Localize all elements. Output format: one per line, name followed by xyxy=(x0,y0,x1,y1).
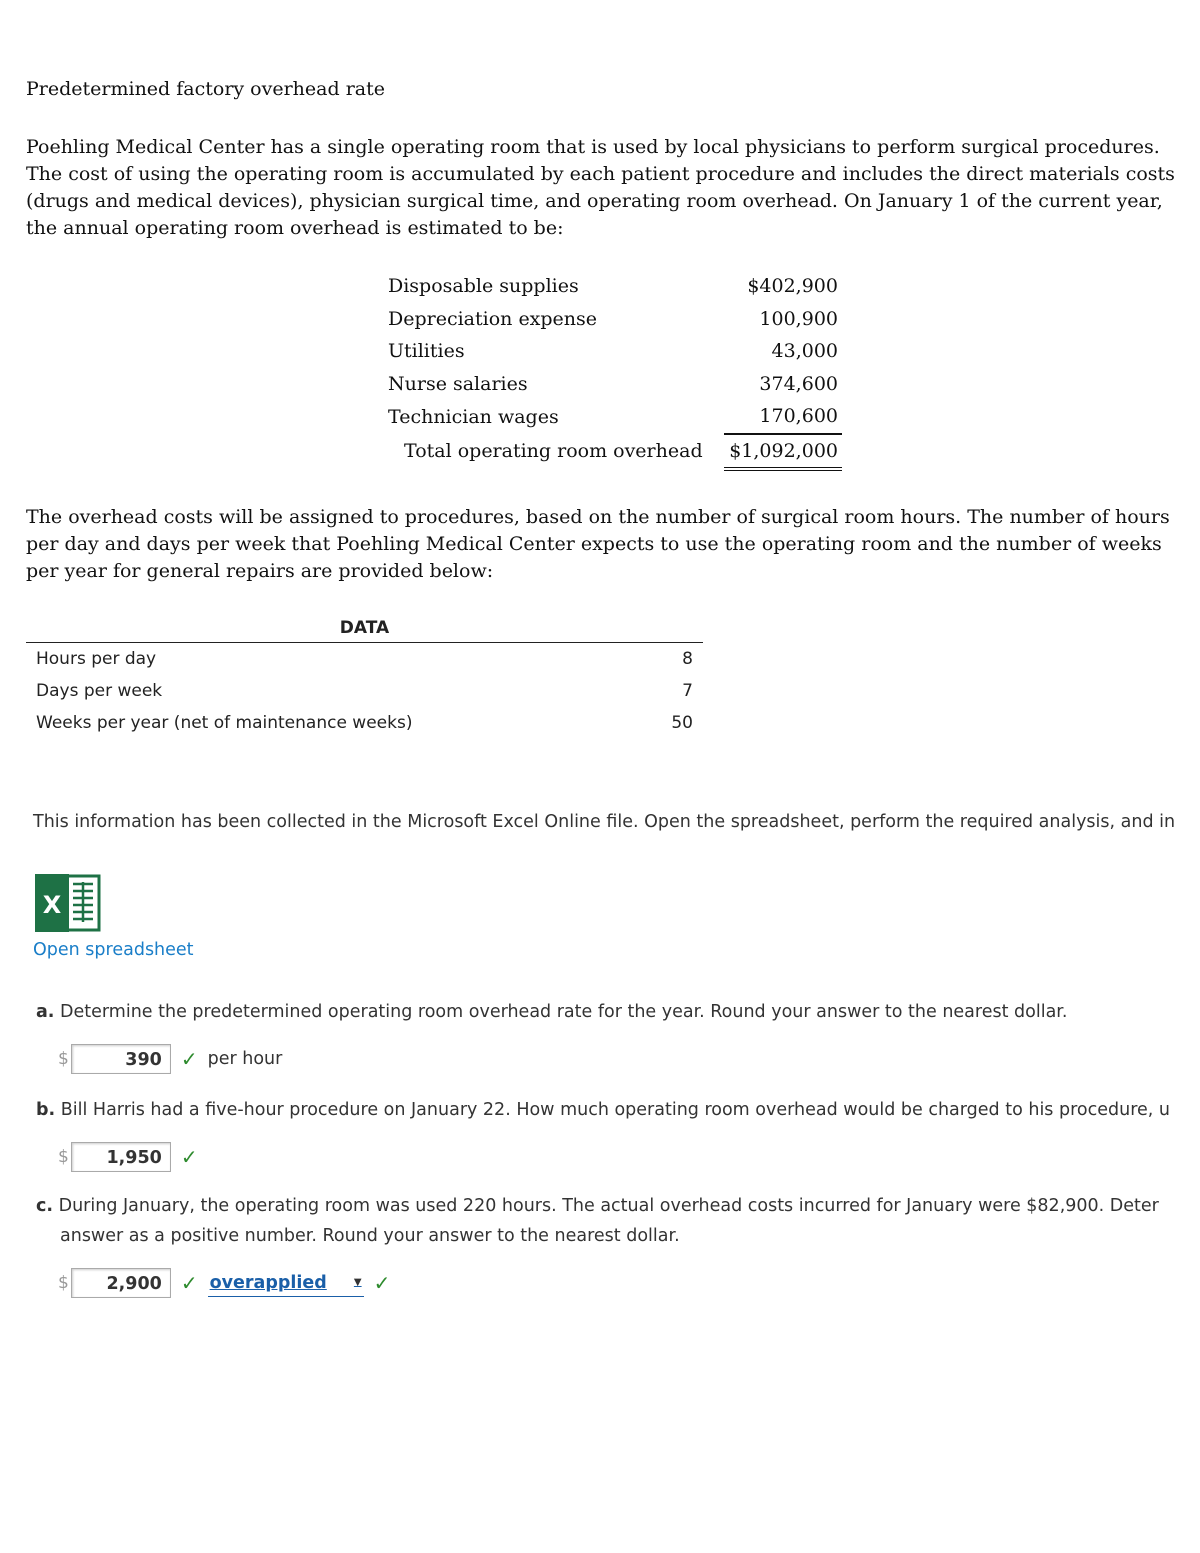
overhead-total-amount: $1,092,000 xyxy=(724,434,842,470)
table-row xyxy=(26,643,703,676)
question-b xyxy=(36,1095,1170,1125)
question-a-text: Determine the predetermined operating room overhead rate for the year. Round your answer to the nearest dollar. xyxy=(60,1002,1068,1022)
table-row xyxy=(26,675,703,707)
overhead-total-row xyxy=(384,434,842,470)
data-label: Days per week xyxy=(36,681,163,701)
overhead-table xyxy=(384,270,842,471)
overhead-row xyxy=(384,400,842,434)
question-a-letter: a. xyxy=(36,1002,55,1022)
overhead-amount: 100,900 xyxy=(759,307,838,330)
applied-status-value: overapplied xyxy=(209,1272,327,1293)
info-text: This information has been collected in the Microsoft Excel Online file. Open the spreadsheet, perform the required analysis, and in xyxy=(33,812,1176,832)
overhead-label: Utilities xyxy=(388,340,465,363)
answer-b-input[interactable]: 1,950 xyxy=(71,1142,171,1172)
dollar-sign: $ xyxy=(58,1049,69,1069)
data-value: 50 xyxy=(671,713,693,733)
data-value: 7 xyxy=(682,681,693,701)
overhead-label: Technician wages xyxy=(388,405,559,428)
data-value: 8 xyxy=(682,649,693,669)
answer-a-input[interactable]: 390 xyxy=(71,1044,171,1074)
overhead-row xyxy=(384,335,842,368)
overhead-amount: $402,900 xyxy=(747,275,838,298)
answer-row-c xyxy=(58,1266,390,1300)
answer-row-a xyxy=(58,1042,282,1076)
question-c-letter: c. xyxy=(36,1196,54,1216)
data-table xyxy=(26,614,703,739)
check-icon: ✓ xyxy=(180,1047,198,1071)
data-table-header: DATA xyxy=(26,614,703,643)
answer-row-b xyxy=(58,1140,198,1174)
overhead-total-label: Total operating room overhead xyxy=(404,440,703,463)
dollar-sign: $ xyxy=(58,1147,69,1167)
question-c xyxy=(36,1191,1159,1221)
check-icon: ✓ xyxy=(180,1271,198,1295)
excel-icon-letter: X xyxy=(42,891,62,919)
question-b-letter: b. xyxy=(36,1100,56,1120)
overhead-row xyxy=(384,368,842,401)
answer-a-unit: per hour xyxy=(207,1049,283,1069)
excel-icon[interactable] xyxy=(33,872,103,934)
question-a xyxy=(36,997,1067,1027)
check-icon: ✓ xyxy=(373,1271,391,1295)
overhead-amount: 170,600 xyxy=(724,400,842,434)
applied-status-select[interactable] xyxy=(208,1269,364,1297)
chevron-down-icon: ▼ xyxy=(353,1277,362,1288)
question-c-text-line1: During January, the operating room was used 220 hours. The actual overhead costs incurred for January were $82,900. Deter xyxy=(58,1196,1159,1216)
open-spreadsheet-link[interactable]: Open spreadsheet xyxy=(33,940,194,960)
allocation-paragraph: The overhead costs will be assigned to procedures, based on the number of surgical room hours. The number of hours per day and days per week that Poehling Medical Center expects to use the operating room and the number of weeks per year for general repairs are provided below: xyxy=(26,506,1170,582)
check-icon: ✓ xyxy=(180,1145,198,1169)
overhead-label: Nurse salaries xyxy=(388,372,528,395)
dollar-sign: $ xyxy=(58,1273,69,1293)
answer-c-input[interactable]: 2,900 xyxy=(71,1268,171,1298)
question-b-text: Bill Harris had a five-hour procedure on January 22. How much operating room overhead would be charged to his procedure, u xyxy=(60,1100,1170,1120)
intro-paragraph: Poehling Medical Center has a single operating room that is used by local physicians to perform surgical procedures. The cost of using the operating room is accumulated by each patient procedure and includes the direct materials costs (drugs and medical devices), physician surgical time, and operating room overhead. On January 1 of the current year, the annual operating room overhead is estimated to be: xyxy=(26,136,1175,239)
question-c-text-line2: answer as a positive number. Round your answer to the nearest dollar. xyxy=(60,1226,680,1246)
page-title: Predetermined factory overhead rate xyxy=(26,78,385,100)
data-label: Weeks per year (net of maintenance weeks) xyxy=(36,713,413,733)
overhead-label: Disposable supplies xyxy=(388,275,579,298)
question-c-line2 xyxy=(60,1221,680,1251)
overhead-amount: 374,600 xyxy=(759,372,838,395)
table-row xyxy=(26,707,703,739)
overhead-label: Depreciation expense xyxy=(388,307,598,330)
overhead-row xyxy=(384,270,842,303)
overhead-row xyxy=(384,303,842,336)
data-label: Hours per day xyxy=(36,649,157,669)
overhead-amount: 43,000 xyxy=(771,340,838,363)
